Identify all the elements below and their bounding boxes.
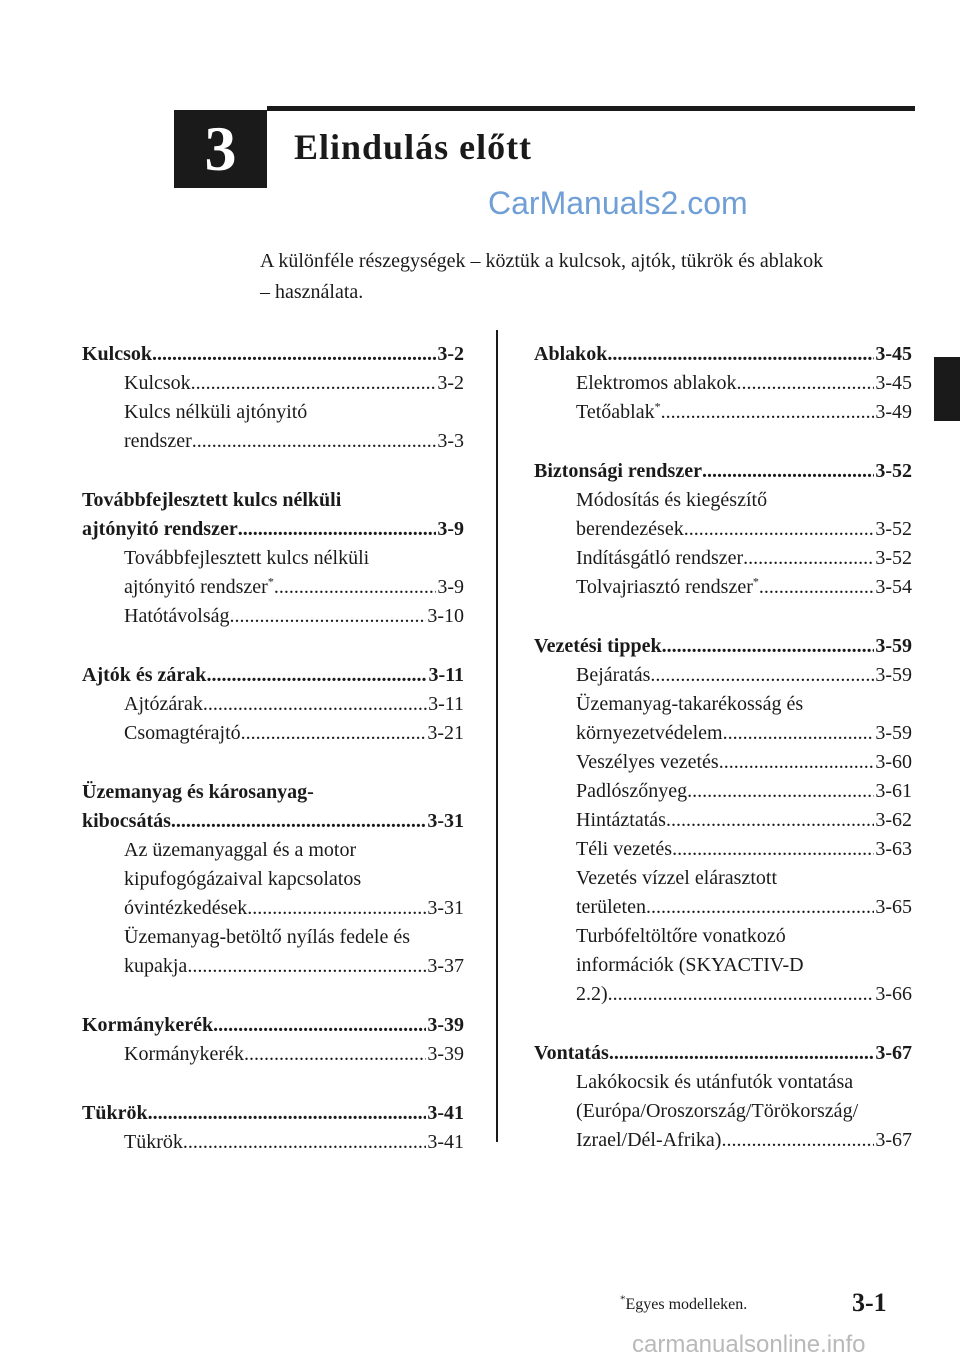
toc-subentry-cont: Turbófeltöltőre vonatkozó (576, 925, 786, 947)
toc-entry-kormanykerek[interactable]: Kormánykerék ..... 3-39 (82, 1011, 464, 1040)
toc-subentry[interactable]: Tükrök ..... 3-41 (82, 1128, 464, 1157)
toc-subentry[interactable]: rendszer ..... 3-3 (82, 427, 464, 456)
toc-subentry[interactable]: Tetőablak* ..... 3-49 (534, 398, 912, 427)
chapter-header-rule (267, 106, 915, 111)
toc-subentry[interactable]: Veszélyes vezetés ..... 3-60 (534, 748, 912, 777)
toc-subentry[interactable]: Indításgátló rendszer ..... 3-52 (534, 544, 912, 573)
toc-subentry[interactable]: területen ..... 3-65 (534, 893, 912, 922)
toc-subentry[interactable]: Téli vezetés ..... 3-63 (534, 835, 912, 864)
toc-subentry[interactable]: Padlószőnyeg ..... 3-61 (534, 777, 912, 806)
toc-subentry-cont: Üzemanyag-betöltő nyílás fedele és (124, 926, 410, 948)
toc-section-biztonsagi (534, 457, 912, 602)
toc-subentry[interactable]: ajtónyitó rendszer* ..... 3-9 (82, 573, 464, 602)
toc-section-vezetesi (534, 632, 912, 1009)
chapter-number-box (174, 110, 267, 188)
toc-entry-tovabbfejlesztett[interactable]: ajtónyitó rendszer ..... 3-9 (82, 515, 464, 544)
toc-section-tovabbfejlesztett (82, 486, 464, 631)
toc-subentry[interactable]: Tolvajriasztó rendszer* ..... 3-54 (534, 573, 912, 602)
toc-subentry-cont: Az üzemanyaggal és a motor (124, 839, 357, 861)
chapter-number: 3 (204, 113, 237, 184)
toc-subentry[interactable]: Hintáztatás ..... 3-62 (534, 806, 912, 835)
toc-section-ajtok (82, 661, 464, 748)
toc-right-column (534, 340, 912, 1185)
toc-subentry[interactable]: Bejáratás ..... 3-59 (534, 661, 912, 690)
toc-entry-biztonsagi[interactable]: Biztonsági rendszer ..... 3-52 (534, 457, 912, 486)
toc-subentry-cont: információk (SKYACTIV-D (576, 954, 804, 976)
toc-entry-tukrok[interactable]: Tükrök ..... 3-41 (82, 1099, 464, 1128)
watermark-bottom: carmanualsonline.info (632, 1331, 866, 1358)
toc-subentry[interactable]: Csomagtérajtó ..... 3-21 (82, 719, 464, 748)
toc-subentry-cont: Módosítás és kiegészítő (576, 489, 768, 511)
toc-subentry[interactable]: Elektromos ablakok ..... 3-45 (534, 369, 912, 398)
toc-section-kulcsok (82, 340, 464, 456)
toc-subentry[interactable]: környezetvédelem ..... 3-59 (534, 719, 912, 748)
toc-subentry-cont: Kulcs nélküli ajtónyitó (124, 401, 308, 423)
toc-entry-kulcsok[interactable]: Kulcsok ..... 3-2 (82, 340, 464, 369)
toc-subentry[interactable]: óvintézkedések ..... 3-31 (82, 894, 464, 923)
column-divider (496, 330, 498, 1142)
toc-section-tukrok (82, 1099, 464, 1157)
chapter-title: Elindulás előtt (294, 127, 533, 167)
toc-subentry-cont: Vezetés vízzel elárasztott (576, 867, 777, 889)
toc-entry-vezetesi[interactable]: Vezetési tippek ..... 3-59 (534, 632, 912, 661)
toc-entry-heading-cont: Üzemanyag és károsanyag- (82, 781, 314, 803)
toc-left-column (82, 340, 464, 1187)
intro-line: A különféle részegységek – köztük a kulcsok, ajtók, tükrök és ablakok (260, 250, 824, 272)
intro-line: – használata. (260, 281, 364, 303)
toc-entry-ablakok[interactable]: Ablakok ..... 3-45 (534, 340, 912, 369)
toc-entry-vontatas[interactable]: Vontatás ..... 3-67 (534, 1039, 912, 1068)
toc-subentry[interactable]: Kormánykerék ..... 3-39 (82, 1040, 464, 1069)
toc-subentry-cont: Lakókocsik és utánfutók vontatása (576, 1071, 854, 1093)
toc-subentry[interactable]: 2.2) ..... 3-66 (534, 980, 912, 1009)
toc-subentry[interactable]: kupakja ..... 3-37 (82, 952, 464, 981)
asterisk-mark: * (752, 574, 759, 589)
toc-entry-ajtok[interactable]: Ajtók és zárak ..... 3-11 (82, 661, 464, 690)
toc-subentry-cont: kipufogógázaival kapcsolatos (124, 868, 362, 890)
toc-section-kormanykerek (82, 1011, 464, 1069)
page-number: 3-1 (852, 1288, 887, 1317)
chapter-tab-marker (934, 357, 960, 421)
toc-entry-heading-cont: Továbbfejlesztett kulcs nélküli (82, 489, 342, 511)
toc-subentry[interactable]: Kulcsok ..... 3-2 (82, 369, 464, 398)
asterisk-mark: * (620, 1293, 626, 1306)
toc-subentry-cont: Továbbfejlesztett kulcs nélküli (124, 547, 370, 569)
toc-entry-uzemanyag[interactable]: kibocsátás ..... 3-31 (82, 807, 464, 836)
toc-subentry[interactable]: Ajtózárak ..... 3-11 (82, 690, 464, 719)
toc-subentry[interactable]: Hatótávolság ..... 3-10 (82, 602, 464, 631)
chapter-intro (260, 246, 920, 308)
toc-section-vontatas (534, 1039, 912, 1155)
toc-section-uzemanyag (82, 778, 464, 981)
asterisk-mark: * (267, 574, 274, 589)
watermark-top: CarManuals2.com (488, 185, 748, 221)
toc-subentry-cont: (Európa/Oroszország/Törökország/ (576, 1100, 859, 1122)
asterisk-mark: * (654, 399, 661, 414)
toc-subentry[interactable]: Izrael/Dél-Afrika) ..... 3-67 (534, 1126, 912, 1155)
toc-section-ablakok (534, 340, 912, 427)
footnote: *Egyes modelleken. (620, 1293, 748, 1313)
toc-subentry[interactable]: berendezések ..... 3-52 (534, 515, 912, 544)
toc-subentry-cont: Üzemanyag-takarékosság és (576, 693, 804, 715)
